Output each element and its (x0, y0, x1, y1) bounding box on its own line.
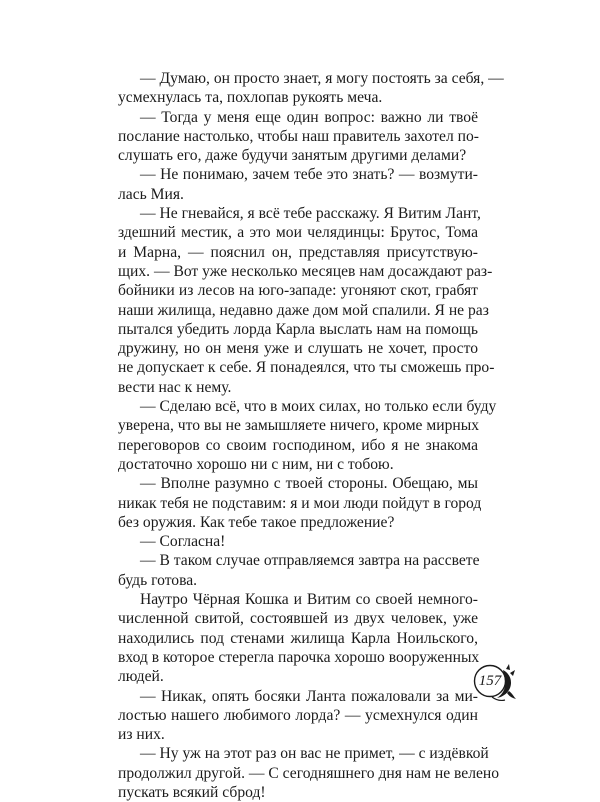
text-line: достаточно хорошо ни с ним, ни с тобою. (118, 455, 394, 473)
text-line: — Не понимаю, зачем тебе это знать? — возмути- (140, 166, 478, 184)
text-line: из них. (118, 726, 165, 744)
text-line: послание настолько, чтобы наш правитель захотел по- (118, 127, 479, 145)
text-line: — Никак, опять босяки Ланта пожаловали за ми- (140, 687, 478, 705)
text-line: никак тебя не подставим: я и мои люди пойдут в город (118, 494, 482, 512)
text-line: переговоров со своим господином, ибо я не знакома (118, 436, 478, 454)
text-line: Наутро Чёрная Кошка и Витим со своей немного- (140, 591, 478, 609)
text-line: находились под стенами жилища Карла Ноильского, (118, 629, 478, 647)
text-line: дружину, но он меня уже и слушать не хочет, просто (118, 340, 478, 358)
text-line: наши жилища, недавно даже дом мой спалили. Я не раз (118, 301, 489, 319)
text-line: щих. — Вот уже несколько месяцев нам досаждают раз- (118, 262, 493, 280)
text-line: не допускает к себе. Я понадеялся, что ты сможешь про- (118, 359, 495, 377)
text-line: здешний местик, а это мои челядинцы: Брутос, Тома (118, 224, 478, 242)
text-line: продолжил другой. — С сегодняшнего дня нам не велено (118, 764, 500, 782)
text-line: лась Мия. (118, 185, 184, 203)
text-line: вход в которое стерегла парочка хорошо вооруженных (118, 648, 480, 666)
page-number: 157 (478, 673, 502, 689)
text-line: без оружия. Как тебе такое предложение? (118, 513, 395, 531)
text-line: — Не гневайся, я всё тебе расскажу. Я Витим Лант, (140, 205, 481, 223)
text-line: — Ну уж на этот раз он вас не примет, — с издёвкой (140, 745, 489, 763)
text-line: — Согласна! (140, 533, 226, 551)
text-line: численной свитой, состоявшей из двух человек, уже (118, 610, 478, 628)
text-line: будь готова. (118, 571, 198, 589)
text-line: — Сделаю всё, что в моих силах, но только если буду (140, 398, 497, 416)
text-line: — Тогда у меня еще один вопрос: важно ли твоё (140, 108, 478, 126)
text-line: вести нас к нему. (118, 378, 232, 396)
text-line: — Думаю, он просто знает, я могу постоять за себя, — (140, 70, 504, 87)
text-line: — Вполне разумно с твоей стороны. Обещаю, мы (140, 475, 478, 493)
text-line: бойники из лесов на юго-западе: угоняют скот, грабят (118, 282, 478, 300)
page-number-badge (470, 660, 518, 704)
text-line: пускать всякий сброд! (118, 783, 266, 801)
text-line: пытался убедить лорда Карла выслать нам на помощь (118, 320, 478, 338)
text-line: лостью нашего любимого лорда? — усмехнулся один (118, 706, 478, 724)
text-line: слушать его, даже будучи занятым другими делами? (118, 147, 467, 165)
text-line: людей. (118, 668, 164, 686)
text-line: уверена, что вы не замышляете ничего, кроме мирных (118, 417, 480, 435)
text-line: — В таком случае отправляемся завтра на рассвете (140, 552, 480, 570)
text-line: и Марна, — пояснил он, представляя присутствую- (118, 243, 478, 261)
text-line: усмехнулась та, похлопав рукоять меча. (118, 89, 383, 107)
